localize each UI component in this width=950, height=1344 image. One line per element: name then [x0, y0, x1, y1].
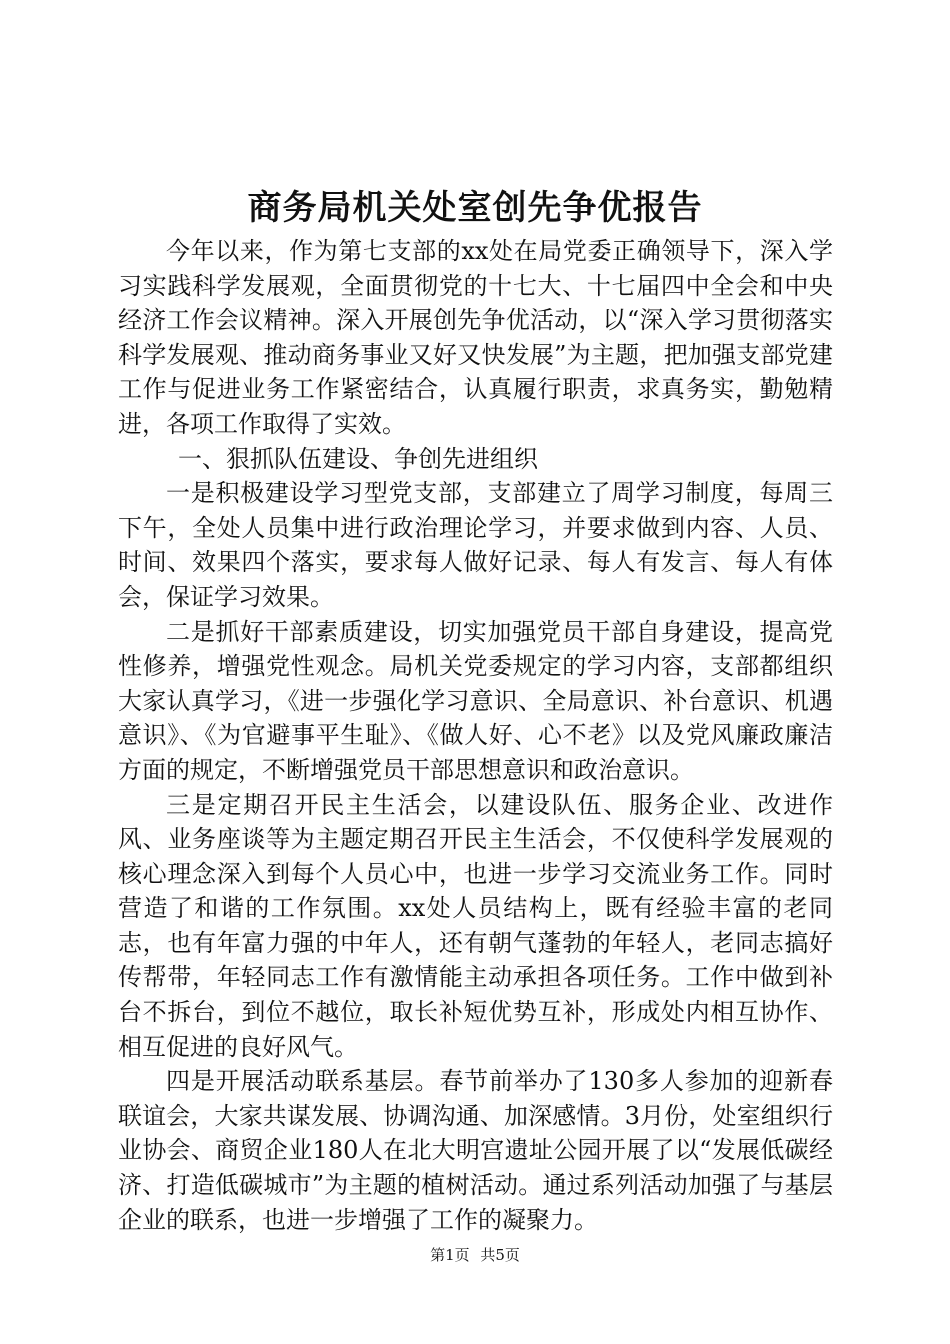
paragraph-item-2: 二是抓好干部素质建设，切实加强党员干部自身建设，提高党性修养，增强党性观念。局机关党委规定的学习内容，支部都组织大家认真学习，《进一步强化学习意识、全局意识、补台意识、机遇意识》、《为官避事平生耻》、《做人好、心不老》以及党风廉政廉洁方面的规定，不断增强党员干部思想意识和政治意识。 — [118, 617, 833, 784]
page-footer — [0, 1245, 950, 1265]
paragraph-intro: 今年以来，作为第七支部的xx处在局党委正确领导下，深入学习实践科学发展观，全面贯彻党的十七大、十七届四中全会和中央经济工作会议精神。深入开展创先争优活动，以“深入学习贯彻落实科学发展观、推动商务事业又好又快发展”为主题，把加强支部党建工作与促进业务工作紧密结合，认真履行职责，求真务实，勤勉精进，各项工作取得了实效。 — [118, 237, 833, 438]
paragraph-item-3: 三是定期召开民主生活会，以建设队伍、服务企业、改进作风、业务座谈等为主题定期召开民主生活会，不仅使科学发展观的核心理念深入到每个人员心中，也进一步学习交流业务工作。同时营造了和谐的工作氛围。xx处人员结构上，既有经验丰富的老同志，也有年富力强的中年人，还有朝气蓬勃的年轻人，老同志搞好传帮带，年轻同志工作有激情能主动承担各项任务。工作中做到补台不拆台，到位不越位，取长补短优势互补，形成处内相互协作、相互促进的良好风气。 — [118, 790, 833, 1061]
document-body — [118, 234, 833, 1237]
document-title: 商务局机关处室创先争优报告 — [247, 188, 703, 228]
page-number: 第1页 — [430, 1246, 470, 1264]
page-total: 共5页 — [480, 1246, 520, 1264]
section-heading-1: 一、狠抓队伍建设、争创先进组织 — [178, 444, 538, 473]
paragraph-item-4: 四是开展活动联系基层。春节前举办了130多人参加的迎新春联谊会，大家共谋发展、协调沟通、加深感情。3月份，处室组织行业协会、商贸企业180人在北大明宫遗址公园开展了以“发展低碳经济、打造低碳城市”为主题的植树活动。通过系列活动加强了与基层企业的联系，也进一步增强了工作的凝聚力。 — [118, 1067, 833, 1234]
paragraph-item-1: 一是积极建设学习型党支部，支部建立了周学习制度，每周三下午，全处人员集中进行政治理论学习，并要求做到内容、人员、时间、效果四个落实，要求每人做好记录、每人有发言、每人有体会，保证学习效果。 — [118, 479, 833, 611]
